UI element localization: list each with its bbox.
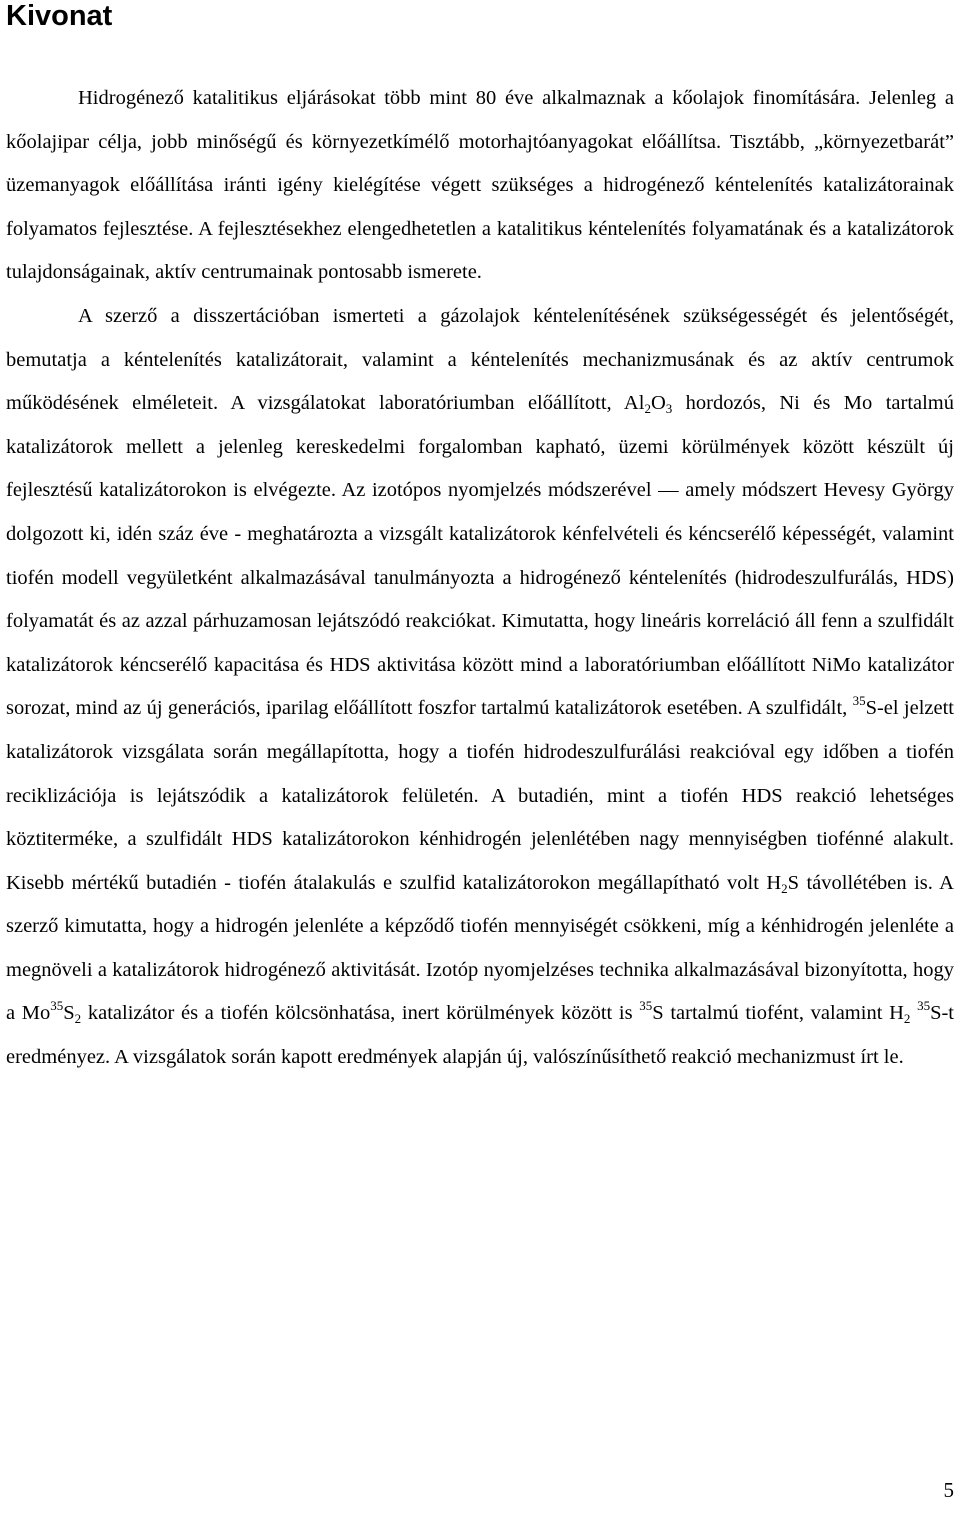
- subscript: 2: [903, 1011, 911, 1027]
- text-run: S-t eredményez. A vizsgálatok során kapott eredmények alapján új, valószínűsíthető reakció mechanizmust írt le.: [6, 1002, 955, 1069]
- subscript: 2: [781, 880, 788, 896]
- text-run: O: [650, 392, 666, 415]
- superscript: 35: [917, 998, 931, 1014]
- subscript: 2: [644, 401, 651, 417]
- abstract-body: [6, 77, 954, 1080]
- subscript: 3: [665, 401, 673, 417]
- text-run: S: [63, 1002, 75, 1025]
- text-run: S távollétében is. A szerző kimutatta, hogy a hidrogén jelenléte a képződő tiofén mennyiségét csökkeni, míg a kénhidrogén jelenléte a megnöveli a katalizátorok hidrogénező aktivitását. Izotóp nyomjelzéses technika alkalmazásával bizonyította, hogy a Mo: [6, 871, 954, 1025]
- text-run: katalizátor és a tiofén kölcsönhatása, inert körülmények között is: [81, 1002, 640, 1025]
- superscript: 35: [50, 998, 64, 1014]
- text-run: hordozós, Ni és Mo tartalmú katalizátorok mellett a jelenleg kereskedelmi forgalomban kapható, üzemi körülmények között készült új fejlesztésű katalizátorokon is elvégezte. Az izotópos nyomjelzés módszerével — amely módszert Hevesy György dolgozott ki, idén száz éve - meghatározta a vizsgált katalizátorok kénfelvételi és kéncserélő képességét, valamint tiofén modell vegyületként alkalmazásával tanulmányozta a hidrogénező kéntelenítés (hidrodeszulfurálás, HDS) folyamatát és az azzal párhuzamosan lejátszódó reakciókat. Kimutatta, hogy lineáris korreláció áll fenn a szulfidált katalizátorok kéncserélő kapacitása és HDS aktivitása között mind a laboratóriumban előállított NiMo katalizátor sorozat, mind az új generációs, iparilag előállított foszfor tartalmú katalizátorok esetében. A szulfidált,: [6, 392, 954, 720]
- superscript: 35: [639, 998, 653, 1014]
- paragraph-intro: Hidrogénező katalitikus eljárásokat több mint 80 éve alkalmaznak a kőolajok finomítására. Jelenleg a kőolajipar célja, jobb minőségű és környezetkímélő motorhajtóanyagokat előállítsa. Tisztább, „környezetbarát” üzemanyagok előállítása iránti igény kielégítése végett szükséges a hidrogénező kéntelenítés katalizátorainak folyamatos fejlesztése. A fejlesztésekhez elengedhetetlen a katalitikus kéntelenítés folyamatának és a katalizátorok tulajdonságainak, aktív centrumainak pontosabb ismerete.: [6, 87, 954, 284]
- page-heading: Kivonat: [6, 0, 113, 32]
- page-number: 5: [943, 1478, 954, 1502]
- subscript: 2: [74, 1011, 82, 1027]
- text-run: S-el jelzett katalizátorok vizsgálata során megállapította, hogy a tiofén hidrodeszulfurálási reakcióval egy időben a tiofén reciklizációja is lejátszódik a katalizátorok felületén. A butadién, mint a tiofén HDS reakció lehetséges köztiterméke, a szulfidált HDS katalizátorokon kénhidrogén jelenlétében nagy mennyiségben tiofénné alakult. Kisebb mértékű butadién - tiofén átalakulás e szulfid katalizátorokon megállapítható volt H: [6, 697, 954, 894]
- paragraph-research: [6, 295, 954, 1080]
- text-run: S tartalmú tiofént, valamint H: [652, 1002, 904, 1025]
- superscript: 35: [852, 693, 866, 709]
- text-run: A szerző a disszertációban ismerteti a gázolajok kéntelenítésének szükségességét és jelentőségét, bemutatja a kéntelenítés katalizátorait, valamint a kéntelenítés mechanizmusának és az aktív centrumok működésének elméleteit. A vizsgálatokat laboratóriumban előállított, Al: [6, 304, 954, 415]
